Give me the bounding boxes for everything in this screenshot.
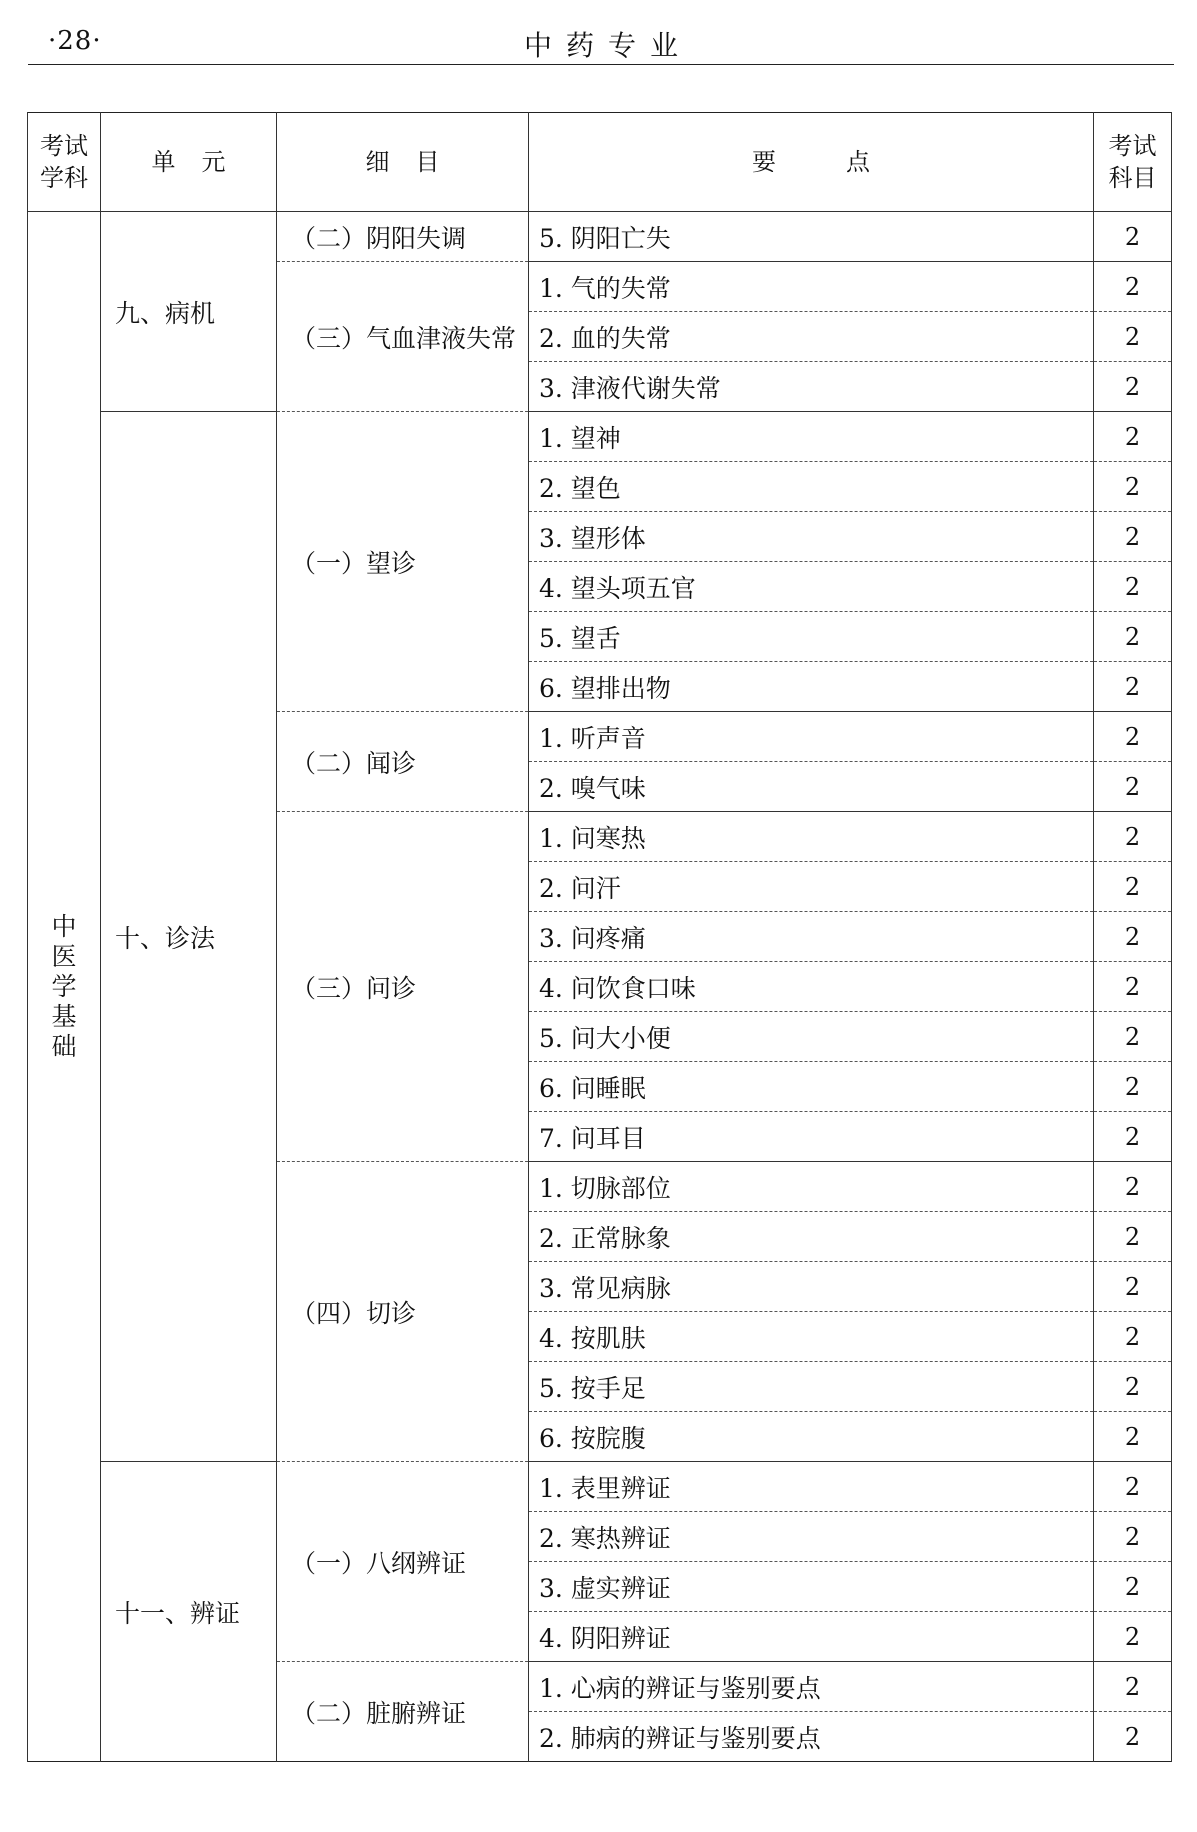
unit-cell: 十、诊法 xyxy=(101,412,277,1462)
exam-subject-cell: 2 xyxy=(1094,1162,1172,1212)
detail-cell: （一）八纲辨证 xyxy=(277,1462,529,1662)
unit-cell: 九、病机 xyxy=(101,212,277,412)
point-cell: 2. 问汗 xyxy=(529,862,1094,912)
point-cell: 7. 问耳目 xyxy=(529,1112,1094,1162)
exam-subject-cell: 2 xyxy=(1094,262,1172,312)
point-cell: 4. 望头项五官 xyxy=(529,562,1094,612)
point-cell: 2. 嗅气味 xyxy=(529,762,1094,812)
exam-subject-cell: 2 xyxy=(1094,1212,1172,1262)
point-cell: 6. 望排出物 xyxy=(529,662,1094,712)
unit-cell: 十一、辨证 xyxy=(101,1462,277,1762)
table-header-row xyxy=(28,113,1172,212)
exam-subject-cell: 2 xyxy=(1094,712,1172,762)
point-cell: 5. 问大小便 xyxy=(529,1012,1094,1062)
exam-subject-cell: 2 xyxy=(1094,812,1172,862)
point-cell: 5. 阴阳亡失 xyxy=(529,212,1094,262)
point-cell: 2. 望色 xyxy=(529,462,1094,512)
col-header-subject: 考试学科 xyxy=(28,113,101,212)
detail-cell: （三）气血津液失常 xyxy=(277,262,529,412)
exam-subject-cell: 2 xyxy=(1094,912,1172,962)
exam-subject-cell: 2 xyxy=(1094,1312,1172,1362)
detail-cell: （一）望诊 xyxy=(277,412,529,712)
point-cell: 3. 望形体 xyxy=(529,512,1094,562)
exam-subject-cell: 2 xyxy=(1094,612,1172,662)
point-cell: 5. 望舌 xyxy=(529,612,1094,662)
point-cell: 3. 虚实辨证 xyxy=(529,1562,1094,1612)
exam-subject-cell: 2 xyxy=(1094,862,1172,912)
exam-subject-cell: 2 xyxy=(1094,462,1172,512)
point-cell: 1. 切脉部位 xyxy=(529,1162,1094,1212)
table-row xyxy=(28,412,1172,462)
col-header-exam: 考试科目 xyxy=(1094,113,1172,212)
point-cell: 3. 问疼痛 xyxy=(529,912,1094,962)
point-cell: 2. 正常脉象 xyxy=(529,1212,1094,1262)
exam-subject-cell: 2 xyxy=(1094,1662,1172,1712)
point-cell: 3. 津液代谢失常 xyxy=(529,362,1094,412)
detail-cell: （二）闻诊 xyxy=(277,712,529,812)
exam-subject-cell: 2 xyxy=(1094,1062,1172,1112)
running-title: 中药专业 xyxy=(523,29,692,62)
point-cell: 4. 阴阳辨证 xyxy=(529,1612,1094,1662)
exam-subject-cell: 2 xyxy=(1094,1362,1172,1412)
point-cell: 2. 肺病的辨证与鉴别要点 xyxy=(529,1712,1094,1762)
table-row xyxy=(28,1462,1172,1512)
point-cell: 1. 心病的辨证与鉴别要点 xyxy=(529,1662,1094,1712)
point-cell: 4. 问饮食口味 xyxy=(529,962,1094,1012)
exam-subject-cell: 2 xyxy=(1094,1712,1172,1762)
syllabus-table xyxy=(27,112,1172,1762)
table-body xyxy=(28,212,1172,1762)
point-cell: 4. 按肌肤 xyxy=(529,1312,1094,1362)
exam-subject-cell: 2 xyxy=(1094,1262,1172,1312)
point-cell: 5. 按手足 xyxy=(529,1362,1094,1412)
exam-subject-cell: 2 xyxy=(1094,1512,1172,1562)
exam-subject-cell: 2 xyxy=(1094,512,1172,562)
exam-subject-cell: 2 xyxy=(1094,412,1172,462)
page-header xyxy=(28,22,1174,65)
table-row xyxy=(28,212,1172,262)
detail-cell: （三）问诊 xyxy=(277,812,529,1162)
exam-subject-cell: 2 xyxy=(1094,562,1172,612)
subject-cell: 中医学基础 xyxy=(28,212,101,1762)
point-cell: 1. 听声音 xyxy=(529,712,1094,762)
exam-subject-cell: 2 xyxy=(1094,312,1172,362)
point-cell: 3. 常见病脉 xyxy=(529,1262,1094,1312)
point-cell: 2. 血的失常 xyxy=(529,312,1094,362)
point-cell: 1. 望神 xyxy=(529,412,1094,462)
exam-subject-cell: 2 xyxy=(1094,1612,1172,1662)
page-number: ·28· xyxy=(48,26,102,56)
exam-subject-cell: 2 xyxy=(1094,212,1172,262)
exam-subject-cell: 2 xyxy=(1094,362,1172,412)
point-cell: 1. 表里辨证 xyxy=(529,1462,1094,1512)
exam-subject-cell: 2 xyxy=(1094,1462,1172,1512)
detail-cell: （二）阴阳失调 xyxy=(277,212,529,262)
exam-subject-cell: 2 xyxy=(1094,1562,1172,1612)
point-cell: 1. 问寒热 xyxy=(529,812,1094,862)
point-cell: 6. 问睡眠 xyxy=(529,1062,1094,1112)
exam-subject-cell: 2 xyxy=(1094,662,1172,712)
detail-cell: （二）脏腑辨证 xyxy=(277,1662,529,1762)
col-header-detail: 细目 xyxy=(277,113,529,212)
col-header-unit: 单元 xyxy=(101,113,277,212)
exam-subject-cell: 2 xyxy=(1094,1012,1172,1062)
exam-subject-cell: 2 xyxy=(1094,1412,1172,1462)
col-header-points: 要点 xyxy=(529,113,1094,212)
point-cell: 6. 按脘腹 xyxy=(529,1412,1094,1462)
point-cell: 2. 寒热辨证 xyxy=(529,1512,1094,1562)
exam-subject-cell: 2 xyxy=(1094,762,1172,812)
exam-subject-cell: 2 xyxy=(1094,1112,1172,1162)
detail-cell: （四）切诊 xyxy=(277,1162,529,1462)
exam-subject-cell: 2 xyxy=(1094,962,1172,1012)
point-cell: 1. 气的失常 xyxy=(529,262,1094,312)
